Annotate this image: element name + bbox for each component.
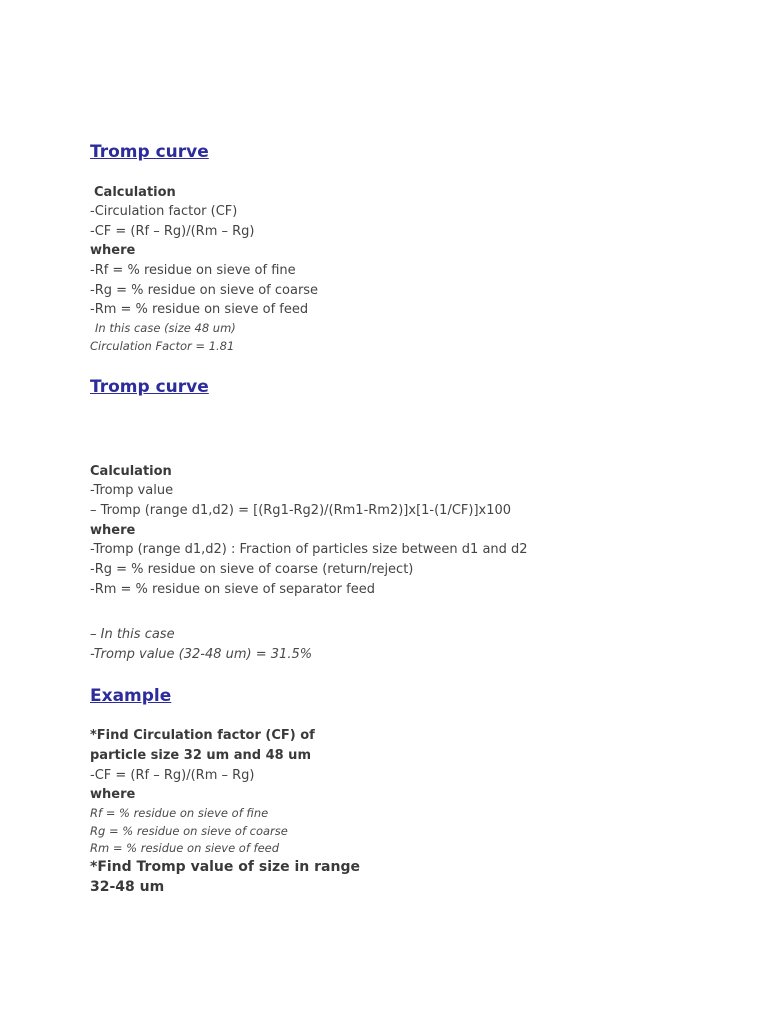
calculation-label-2: Calculation [90,464,172,479]
where-label-2: where [90,523,136,538]
section-heading-tromp-curve-1[interactable]: Tromp curve [90,142,209,162]
tromp-definition: -Tromp (range d1,d2) : Fraction of particles size between d1 and d2 [90,542,528,557]
calculation-label-1: Calculation [94,185,176,200]
rg-definition: -Rg = % residue on sieve of coarse [90,283,319,298]
task2-line1: *Find Tromp value of size in range [90,859,360,875]
where-label-1: where [90,243,136,258]
where-label-3: where [90,787,136,802]
cf-formula: -CF = (Rf – Rg)/(Rm – Rg) [90,224,255,239]
circulation-factor-value: Circulation Factor = 1.81 [90,339,235,353]
rf-definition: -Rf = % residue on sieve of fine [90,263,296,278]
tromp-value-line: -Tromp value [90,483,174,498]
example-cf-formula: -CF = (Rf – Rg)/(Rm – Rg) [90,768,255,783]
task1-line2: particle size 32 um and 48 um [90,748,311,763]
rm-definition: -Rm = % residue on sieve of feed [90,302,309,317]
rg-return-definition: -Rg = % residue on sieve of coarse (return/reject) [90,562,414,577]
circulation-factor-line: -Circulation factor (CF) [90,204,238,219]
example-rm-definition: Rm = % residue on sieve of feed [90,841,280,855]
tromp-formula: – Tromp (range d1,d2) = [(Rg1-Rg2)/(Rm1-Rm2)]x[1-(1/CF)]x100 [90,503,512,518]
task1-line1: *Find Circulation factor (CF) of [90,728,315,743]
task2-line2: 32-48 um [90,879,165,895]
example-rf-definition: Rf = % residue on sieve of fine [90,806,269,820]
rm-separator-definition: -Rm = % residue on sieve of separator feed [90,582,375,597]
example-rg-definition: Rg = % residue on sieve of coarse [90,824,288,838]
section-heading-tromp-curve-2[interactable]: Tromp curve [90,377,209,397]
section-heading-example[interactable]: Example [90,686,172,706]
case-note: In this case (size 48 um) [95,321,236,335]
in-this-case-note: – In this case [90,627,175,642]
tromp-value-result: -Tromp value (32-48 um) = 31.5% [90,647,313,662]
